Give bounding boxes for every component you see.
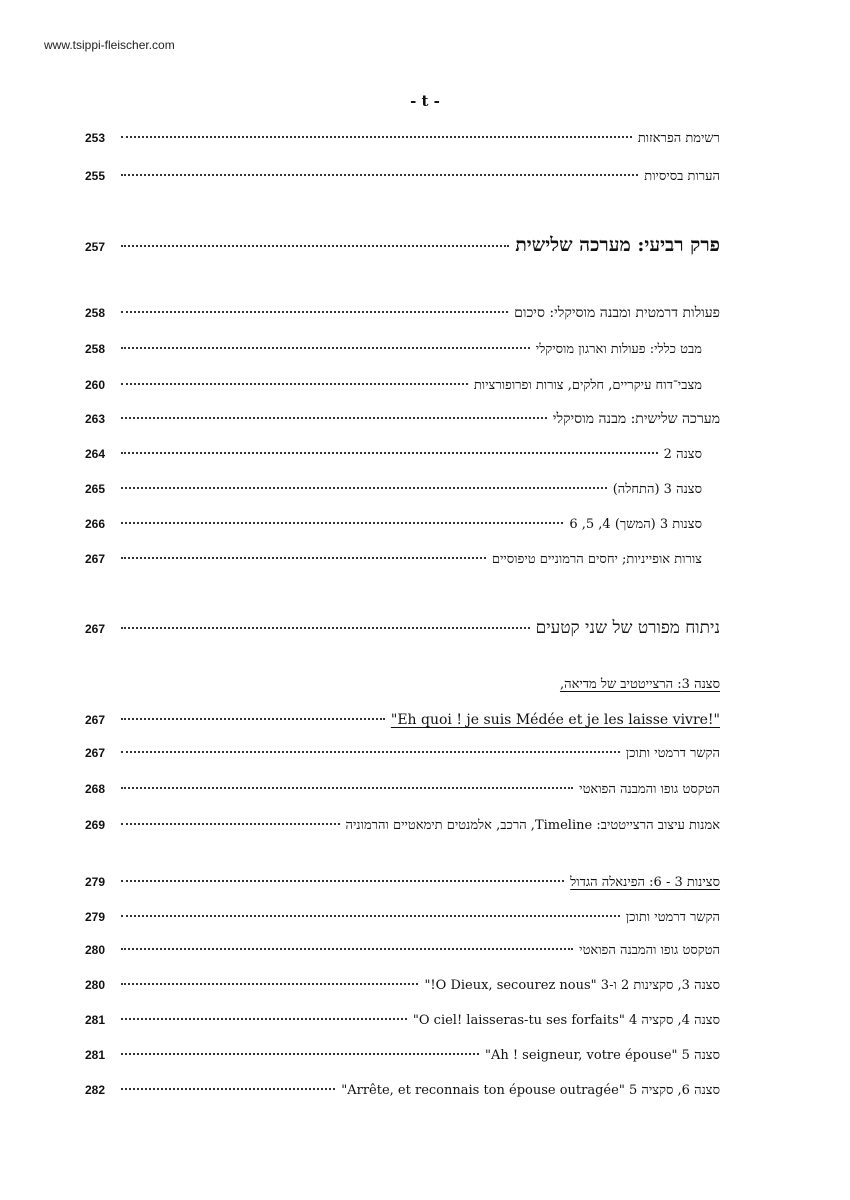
toc-title: הערות בסיסיות (644, 169, 720, 184)
toc-page: 266 (85, 517, 106, 531)
dot-leader (121, 136, 632, 138)
toc-title: פעולות דרמטית ומבנה מוסיקלי: סיכום (514, 305, 720, 321)
dot-leader (121, 948, 573, 950)
toc-entry (85, 745, 720, 761)
toc-page: 269 (85, 818, 106, 832)
dot-leader (121, 522, 563, 524)
dot-leader (121, 174, 638, 176)
toc-page: 260 (85, 378, 106, 392)
toc-page: 280 (85, 978, 106, 992)
toc-title: סצנה 3 (התחלה) (612, 482, 702, 497)
dot-leader (121, 823, 340, 825)
toc-page: 265 (85, 482, 106, 496)
toc-title: סצנות 3 (המשך) 4, 5, 6 (569, 517, 702, 532)
dot-leader (121, 1018, 407, 1020)
toc-entry (85, 977, 720, 993)
toc-page: 267 (85, 552, 106, 566)
toc-page: 263 (85, 412, 106, 426)
toc-title: מצבי־דוח עיקריים, חלקים, צורות ופרופורציות (473, 378, 702, 393)
dot-leader (121, 915, 620, 917)
dot-leader (121, 718, 385, 720)
toc-entry (85, 377, 720, 393)
dot-leader (121, 452, 658, 454)
toc-entry (85, 874, 720, 890)
toc-page: 268 (85, 782, 106, 796)
dot-leader (121, 417, 547, 419)
toc-section (85, 411, 720, 428)
subheading: סצנה 3: הרצייטטיב של מדיאה, (559, 677, 720, 692)
toc-page: 267 (85, 713, 106, 727)
toc-entry (85, 446, 720, 462)
toc-part (85, 618, 720, 638)
dot-leader (121, 311, 508, 313)
toc-entry (85, 712, 720, 728)
toc-entry (85, 942, 720, 958)
toc-title: סצנה 6, סקציה 5 "Arrête, et reconnais ton épouse outragée" (341, 1083, 720, 1098)
dot-leader (121, 557, 486, 559)
toc-page: 267 (85, 746, 106, 760)
toc-page: 279 (85, 910, 106, 924)
toc-title: רשימת הפראזות (637, 131, 720, 146)
toc-entry (85, 130, 720, 146)
toc-entry (85, 481, 720, 497)
toc-title: סצנה 5 "Ah ! seigneur, votre épouse" (484, 1048, 720, 1063)
toc-title: הקשר דרמטי ותוכן (625, 746, 720, 761)
toc-title: סצנה 2 (663, 447, 702, 462)
toc-page: 279 (85, 875, 106, 889)
toc-title: סצנה 4, סקציה 4 "O ciel! laisseras-tu ses forfaits" (412, 1013, 720, 1028)
dot-leader (121, 751, 620, 753)
dot-leader (121, 1053, 479, 1055)
toc-title: הקשר דרמטי ותוכן (625, 910, 720, 925)
toc-title: מבט כללי: פעולות וארגון מוסיקלי (535, 342, 702, 357)
toc-page: 253 (85, 131, 106, 145)
toc-title: סצינות 3 - 6: הפינאלה הגדול (570, 875, 720, 890)
dot-leader (121, 627, 530, 629)
toc-page: 264 (85, 447, 106, 461)
dot-leader (121, 487, 607, 489)
toc-title: "Eh quoi ! je suis Médée et je les laisse vivre!" (390, 712, 720, 728)
toc-entry (85, 1047, 720, 1063)
toc-chapter (85, 234, 720, 257)
toc-entry (85, 516, 720, 532)
toc-entry (85, 551, 720, 567)
dot-leader (121, 983, 418, 985)
toc-entry (85, 168, 720, 184)
toc-section (85, 305, 720, 322)
toc-title: מערכה שלישית: מבנה מוסיקלי (552, 411, 720, 427)
toc-title: סצנה 3, סקצינות 2 ו-3 "O Dieux, secourez nous!" (424, 978, 720, 993)
toc-title: הטקסט גופו והמבנה הפואטי (579, 943, 720, 958)
toc-title: אמנות עיצוב הרצייטטיב: Timeline, הרכב, אלמנטים תימאטיים והרמוניה (345, 818, 720, 833)
toc-page: 281 (85, 1048, 106, 1062)
toc-entry (85, 1082, 720, 1098)
toc-page: 282 (85, 1083, 106, 1097)
toc-page: 267 (85, 622, 106, 636)
dot-leader (121, 245, 509, 247)
dot-leader (121, 880, 564, 882)
dot-leader (121, 383, 468, 385)
toc-page: 258 (85, 306, 106, 320)
toc-page: 257 (85, 240, 106, 254)
toc-title: צורות אופייניות; יחסים הרמוניים טיפוסיים (491, 552, 702, 567)
toc-entry (85, 1012, 720, 1028)
site-url[interactable]: www.tsippi-fleischer.com (44, 38, 175, 52)
toc-entry (85, 341, 720, 357)
toc-title: הטקסט גופו והמבנה הפואטי (579, 782, 720, 797)
toc-page: 281 (85, 1013, 106, 1027)
dot-leader (121, 347, 530, 349)
dot-leader (121, 1088, 335, 1090)
chapter-title: פרק רביעי: מערכה שלישית (515, 234, 720, 256)
toc-page: 280 (85, 943, 106, 957)
page-number: - t - (410, 92, 440, 110)
toc-entry (85, 781, 720, 797)
toc-entry (85, 817, 720, 833)
part-title: ניתוח מפורט של שני קטעים (535, 618, 720, 638)
toc-page: 258 (85, 342, 106, 356)
toc-entry (85, 909, 720, 925)
dot-leader (121, 787, 573, 789)
toc-page: 255 (85, 169, 106, 183)
